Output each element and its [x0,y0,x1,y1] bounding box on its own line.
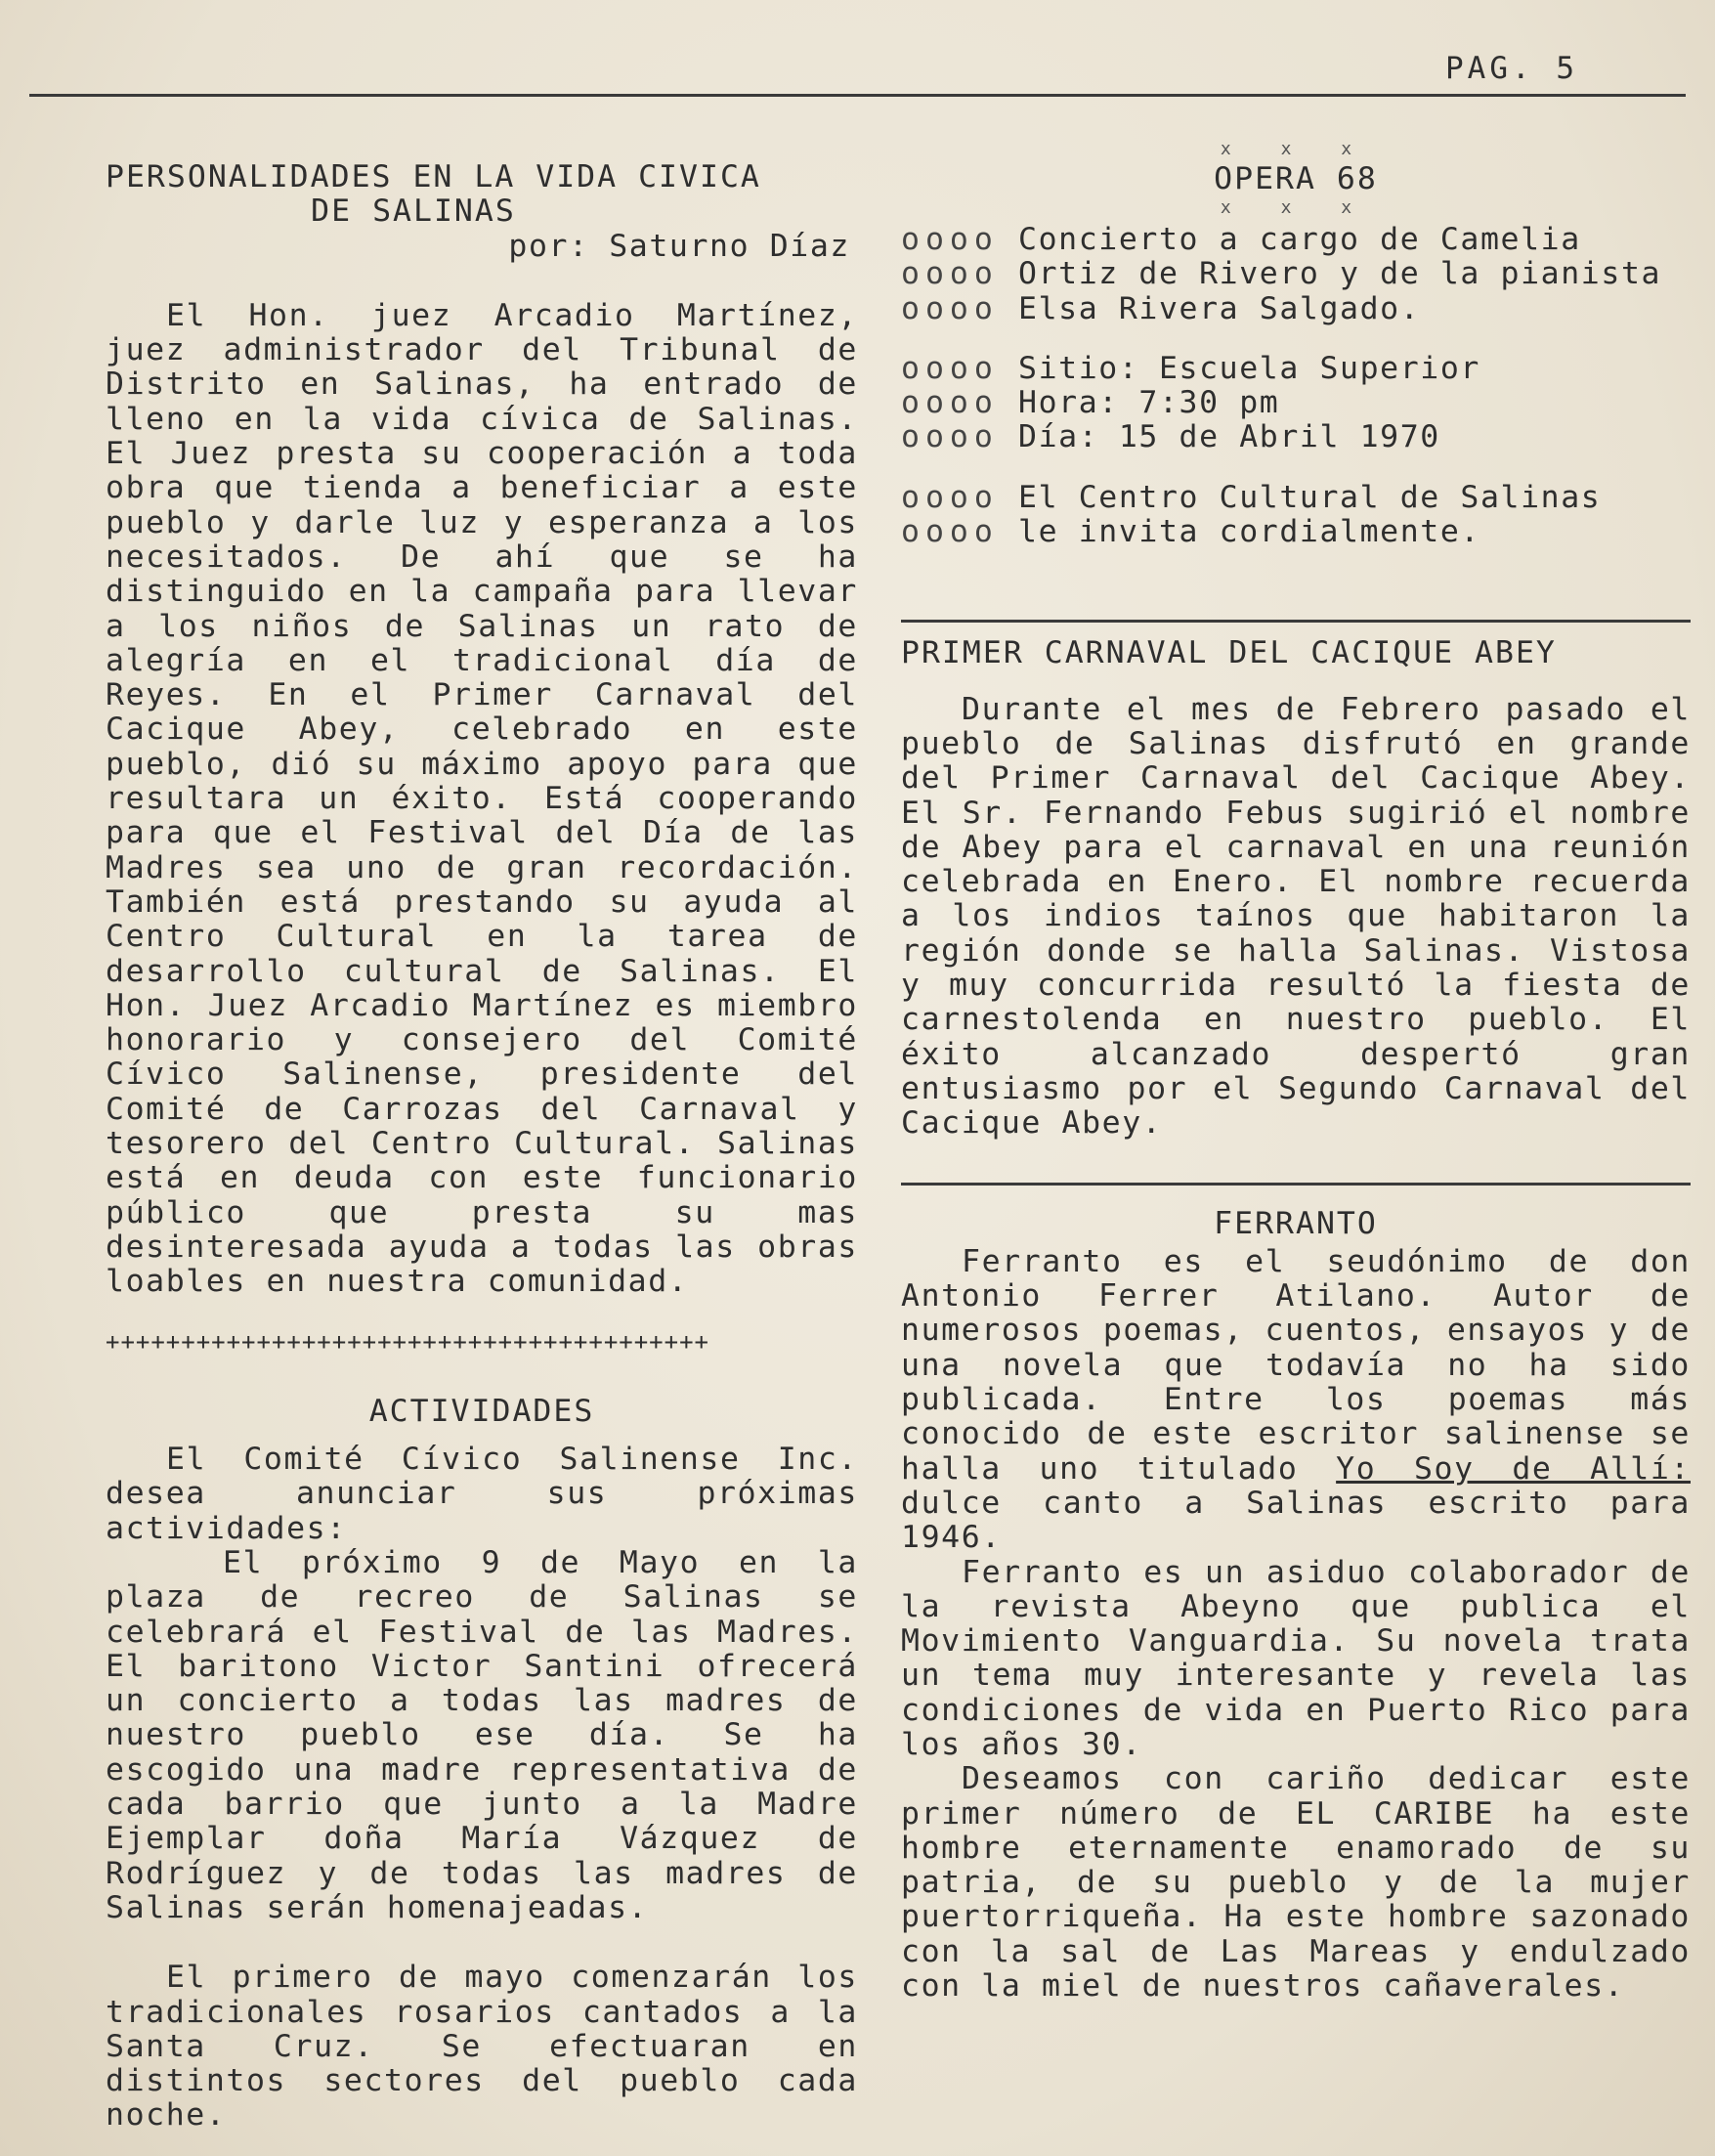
bullet-circles-icon: oooo [901,514,999,550]
opera-line [901,223,1691,257]
decorative-marks-bottom: x x x [1220,197,1372,218]
opera-line-text: Elsa Rivera Salgado. [1018,290,1421,326]
right-column [901,135,1691,2004]
opera-detail-dia: Día: 15 de Abril 1970 [1018,419,1440,455]
ferranto-paragraph-1 [901,1245,1691,1556]
actividades-paragraph-festival: El próximo 9 de Mayo en la plaza de recreo de Salinas se celebrará el Festival de las Madres. El baritono Victor Santini ofrecerá un concierto a todas las madres de nuestro pueblo ese día. Se ha escogido una madre representativa de cada barrio que junto a la Madre Ejemplar doña María Vázquez de Rodríguez y de todas las madres de Salinas serán homenajeadas. [106,1544,858,1925]
opera-header [901,135,1691,223]
ferranto-paragraph-1-start: Ferranto es el seudónimo de don Antonio Ferrer Atilano. Autor de numerosos poemas, cuentos, ensayos y de una novela que todavía no ha sido publicada. Entre los poemas más conocido de este escritor salinense se halla uno titulado [901,1243,1691,1487]
opera-invite-line: le invita cordialmente. [1018,514,1480,550]
bullet-circles-icon: oooo [901,350,999,386]
article-title-ferranto: FERRANTO [1214,1205,1378,1241]
decorative-marks-top: x x x [1220,139,1372,159]
actividades-paragraph-rosarios: El primero de mayo comenzarán los tradicionales rosarios cantados a la Santa Cruz. Se efectuaran en distintos sectores del pueblo cada noche. [106,1960,858,2134]
bullet-circles-icon: oooo [901,290,999,326]
opera-detail [901,352,1691,386]
article-title-personalidades-line2: DE SALINAS [311,194,516,230]
ferranto-paragraph-3: Deseamos con cariño dedicar este primer número de EL CARIBE ha este hombre eternamente enamorado de su patria, de su pueblo y de la mujer puertorriqueña. Ha este hombre sazonado con la sal de Las Mareas y endulzado con la miel de nuestros cañaverales. [901,1761,1691,2005]
article-title-carnaval: PRIMER CARNAVAL DEL CACIQUE ABEY [901,635,1557,671]
opera-detail [901,420,1691,454]
opera-line-text: Concierto a cargo de Camelia [1018,222,1581,257]
poem-title: Yo Soy de Allí: [1336,1450,1691,1487]
opera-line [901,257,1691,291]
section-divider: ++++++++++++++++++++++++++++++++++++++++ [106,1327,709,1356]
opera-detail [901,386,1691,420]
bullet-circles-icon: oooo [901,385,999,421]
article-title-personalidades: PERSONALIDADES EN LA VIDA CIVICA [106,159,761,194]
opera-title: OPERA 68 [1214,161,1378,196]
article-body-carnaval: Durante el mes de Febrero pasado el pueblo de Salinas disfrutó en grande del Primer Carnaval del Cacique Abey. El Sr. Fernando Febus sugirió el nombre de Abey para el carnaval en una reunión celebrada en Enero. El nombre recuerda a los indios taínos que habitaron la región donde se halla Salinas. Vistosa y muy concurrida resultó la fiesta de carnestolenda en nuestro pueblo. El éxito alcanzado despertó gran entusiasmo por el Segundo Carnaval del Cacique Abey. [901,691,1691,1142]
article-body-personalidades: El Hon. juez Arcadio Martínez, juez administrador del Tribunal de Distrito en Salinas, ha entrado de lleno en la vida cívica de Salinas. El Juez presta su cooperación a toda obra que tienda a beneficiar a este pueblo y darle luz y esperanza a los necesitados. De ahí que se ha distinguido en la campaña para llevar a los niños de Salinas un rato de alegría en el tradicional día de Reyes. En el Primer Carnaval del Cacique Abey, celebrado en este pueblo, dió su máximo apoyo para que resultara un éxito. Está cooperando para que el Festival del Día de las Madres sea uno de gran recordación. También está prestando su ayuda al Centro Cultural en la tarea de desarrollo cultural de Salinas. El Hon. Juez Arcadio Martínez es miembro honorario y consejero del Comité Cívico Salinense, presidente del Comité de Carrozas del Carnaval y tesorero del Centro Cultural. Salinas está en deuda con este funcionario público que presta su mas desinteresada ayuda a todas las obras loables en nuestra comunidad. [106,297,858,1300]
opera-line [901,292,1691,326]
bullet-circles-icon: oooo [901,222,999,257]
bullet-circles-icon: oooo [901,479,999,515]
opera-line-text: Ortiz de Rivero y de la pianista [1018,256,1662,292]
ferranto-paragraph-1-end: dulce canto a Salinas escrito para 1946. [901,1485,1691,1556]
opera-invite [901,481,1691,515]
opera-invite [901,515,1691,549]
bullet-circles-icon: oooo [901,419,999,455]
bullet-circles-icon: oooo [901,256,999,292]
ferranto-paragraph-2: Ferranto es un asiduo colaborador de la revista Abeyno que publica el Movimiento Vanguardia. Su novela trata un tema muy interesante y revela las condiciones de vida en Puerto Rico para los años 30. [901,1554,1691,1762]
opera-detail-hora: Hora: 7:30 pm [1018,385,1280,421]
actividades-intro: El Comité Cívico Salinense Inc. desea anunciar sus próximas actividades: [106,1442,858,1546]
opera-invite-line: El Centro Cultural de Salinas [1018,479,1602,515]
opera-detail-sitio: Sitio: Escuela Superior [1018,350,1480,386]
page-number: PAG. 5 [1445,51,1578,86]
left-column [106,160,858,2134]
article-byline: por: Saturno Díaz [508,228,850,264]
article-title-actividades: ACTIVIDADES [368,1393,595,1429]
header-rule [29,94,1686,97]
